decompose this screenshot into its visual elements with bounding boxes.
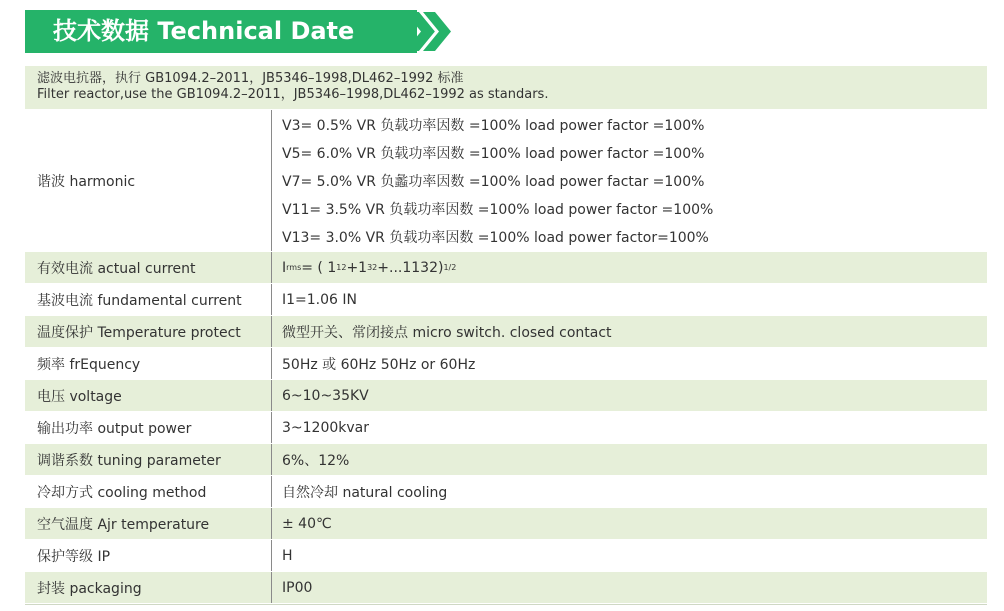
- standards-intro: [25, 66, 987, 110]
- table-row: [25, 508, 987, 540]
- row-label: 保护等级 IP: [37, 548, 111, 565]
- table-row: [25, 540, 987, 572]
- table-row: [25, 348, 987, 380]
- section-title: 技术数据 Technical Date: [53, 17, 355, 45]
- row-label: 输出功率 output power: [37, 420, 192, 437]
- row-label: 空气温度 Ajr temperature: [37, 516, 210, 533]
- row-label: 频率 frEquency: [37, 356, 141, 373]
- current-formula: I rms = ( 1 1 2 +1 3 2 +...1132) 1/2: [271, 252, 987, 283]
- harmonic-line: V13= 3.0% VR 负载功率因数 =100% load power factor=100%: [282, 230, 709, 246]
- row-value: ± 40℃: [271, 508, 987, 539]
- table-row-harmonic: [25, 110, 987, 252]
- row-value: IP00: [271, 572, 987, 603]
- row-value: H: [271, 540, 987, 571]
- table-row: [25, 316, 987, 348]
- table-row: [25, 380, 987, 412]
- intro-line-en: Filter reactor,use the GB1094.2–2011，JB5346–1998,DL462–1992 as standars.: [37, 87, 549, 102]
- double-chevron-icon: [403, 10, 453, 53]
- table-row: [25, 476, 987, 508]
- table-row: [25, 572, 987, 604]
- row-value: [271, 110, 987, 251]
- table-row: [25, 284, 987, 316]
- harmonic-line: V5= 6.0% VR 负载功率因数 =100% load power factor =100%: [282, 146, 705, 162]
- row-value: I1=1.06 IN: [271, 284, 987, 315]
- row-value: 3~1200kvar: [271, 412, 987, 443]
- row-value: 6~10~35KV: [271, 380, 987, 411]
- harmonic-line: V7= 5.0% VR 负蠡功率因数 =100% load power factar =100%: [282, 174, 705, 190]
- row-label: 电压 voltage: [37, 388, 122, 405]
- table-row-current: [25, 252, 987, 284]
- row-label: 基波电流 fundamental current: [37, 292, 242, 309]
- row-value: 自然冷却 natural cooling: [271, 476, 987, 507]
- row-label: 温度保护 Temperature protect: [37, 324, 241, 341]
- table-row: [25, 444, 987, 476]
- row-label: 有效电流 actual current: [37, 260, 196, 277]
- technical-data-table: [25, 66, 987, 605]
- row-value: 微型开关、常闭接点 micro switch. closed contact: [271, 316, 987, 347]
- table-bottom-rule: [25, 604, 987, 605]
- row-label: 谐波 harmonic: [37, 173, 136, 190]
- row-label: 封装 packaging: [37, 580, 142, 597]
- harmonic-line: V11= 3.5% VR 负载功率因数 =100% load power factor =100%: [282, 202, 714, 218]
- row-value: 6%、12%: [271, 444, 987, 475]
- table-row: [25, 412, 987, 444]
- section-banner: [25, 10, 417, 53]
- intro-line-cn: 滤波电抗器，执行 GB1094.2–2011，JB5346–1998,DL462–1992 标准: [37, 71, 464, 86]
- harmonic-line: V3= 0.5% VR 负载功率因数 =100% load power factor =100%: [282, 118, 705, 134]
- row-value: 50Hz 或 60Hz 50Hz or 60Hz: [271, 348, 987, 379]
- row-label: 调谐系数 tuning parameter: [37, 452, 221, 469]
- row-label: 冷却方式 cooling method: [37, 484, 207, 501]
